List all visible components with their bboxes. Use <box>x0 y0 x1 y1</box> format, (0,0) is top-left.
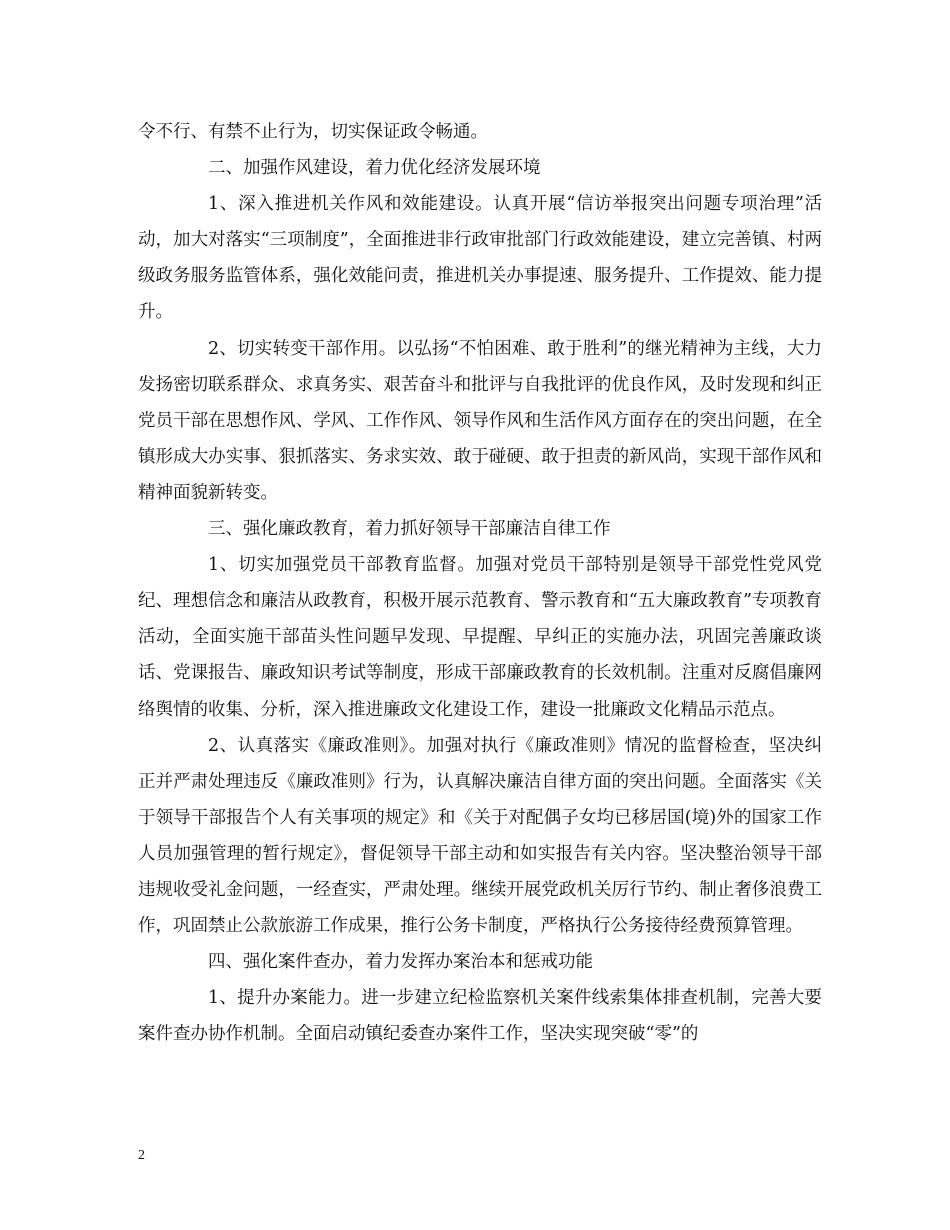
page-number: 2 <box>138 1148 145 1163</box>
section-heading: 二、加强作风建设，着力优化经济发展环境 <box>208 158 541 179</box>
section-heading: 三、强化廉政教育，着力抓好领导干部廉洁自律工作 <box>208 519 611 540</box>
document-body <box>138 114 822 1052</box>
paragraph: 令不行、有禁不止行为，切实保证政令畅通。 <box>138 122 488 142</box>
paragraph: 2、认真落实《廉政准则》。加强对执行《廉政准则》情况的监督检查，坚决纠正并严肃处理违反《廉政准则》行为，认真解决廉洁自律方面的突出问题。全面落实《关于领导干部报告个人有关事项的规定》和《关于对配偶子女均已移居国(境)外的国家工作人员加强管理的暂行规定》，督促领导干部主动和如实报告有关内容。坚决整治领导干部违规收受礼金问题，一经查实，严肃处理。继续开展党政机关厉行节约、制止奢侈浪费工作，巩固禁止公款旅游工作成果，推行公务卡制度，严格执行公务接待经费预算管理。 <box>138 735 822 937</box>
paragraph: 1、提升办案能力。进一步建立纪检监察机关案件线索集体排查机制，完善大要案件查办协作机制。全面启动镇纪委查办案件工作，坚决实现突破“零”的 <box>138 988 822 1045</box>
paragraph: 1、切实加强党员干部教育监督。加强对党员干部特别是领导干部党性党风党纪、理想信念和廉洁从政教育，积极开展示范教育、警示教育和“五大廉政教育”专项教育活动，全面实施干部苗头性问题早发现、早提醒、早纠正的实施办法，巩固完善廉政谈话、党课报告、廉政知识考试等制度，形成干部廉政教育的长效机制。注重对反腐倡廉网络舆情的收集、分析，深入推进廉政文化建设工作，建设一批廉政文化精品示范点。 <box>138 555 822 720</box>
paragraph: 2、切实转变干部作用。以弘扬“不怕困难、敢于胜利”的继光精神为主线，大力发扬密切联系群众、求真务实、艰苦奋斗和批评与自我批评的优良作风，及时发现和纠正党员干部在思想作风、学风、工作作风、领导作风和生活作风方面存在的突出问题，在全镇形成大办实事、狠抓落实、务求实效、敢于碰硬、敢于担责的新风尚，实现干部作风和精神面貌新转变。 <box>138 338 822 503</box>
section-heading: 四、强化案件查办，着力发挥办案治本和惩戒功能 <box>208 952 593 973</box>
paragraph: 1、深入推进机关作风和效能建设。认真开展“信访举报突出问题专项治理”活动，加大对落实“三项制度”，全面推进非行政审批部门行政效能建设，建立完善镇、村两级政务服务监管体系，强化效能问责，推进机关办事提速、服务提升、工作提效、能力提升。 <box>138 194 822 323</box>
